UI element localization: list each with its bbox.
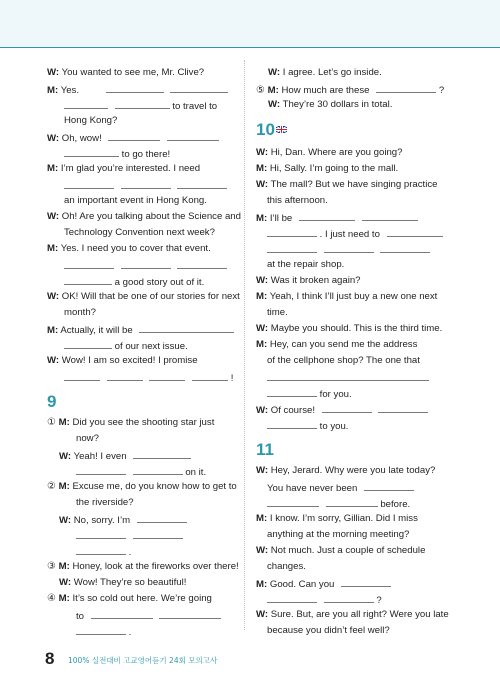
section-number-9: 9	[47, 392, 57, 411]
line-text: a good story out of it.	[114, 277, 205, 288]
choice-number: ①	[47, 417, 56, 428]
line-text: You have never been	[267, 483, 358, 494]
dialogue-line	[267, 258, 344, 272]
answer-blank[interactable]	[107, 370, 143, 381]
line-text: an important event in Hong Kong.	[64, 195, 207, 206]
speaker-label: M:	[58, 417, 70, 428]
line-text: Maybe you should. This is the third time.	[270, 323, 443, 334]
line-text: to travel to	[172, 101, 218, 112]
line-text: Hey, can you send me the address	[269, 339, 418, 350]
line-text: Hey, Jerard. Why were you late today?	[270, 465, 436, 476]
answer-blank[interactable]	[267, 592, 317, 603]
dialogue-line	[267, 528, 409, 542]
dialogue-line	[64, 194, 207, 208]
line-text: Hi, Sally. I’m going to the mall.	[269, 163, 399, 174]
dialogue-line	[256, 544, 425, 558]
speaker-label: W:	[59, 515, 72, 526]
dialogue-line	[64, 178, 227, 194]
dialogue-line	[64, 146, 170, 162]
line-text: month?	[64, 307, 96, 318]
dialogue-line	[47, 592, 212, 606]
speaker-label: W:	[256, 465, 269, 476]
answer-blank[interactable]	[108, 130, 160, 141]
dialogue-line	[267, 226, 443, 242]
answer-blank[interactable]	[267, 418, 317, 429]
speaker-label: M:	[47, 325, 59, 336]
answer-blank[interactable]	[115, 98, 170, 109]
speaker-label: M:	[58, 593, 70, 604]
answer-blank[interactable]	[133, 528, 183, 539]
speaker-label: M:	[256, 339, 268, 350]
line-text: before.	[380, 499, 411, 510]
header-rule	[0, 47, 500, 48]
speaker-label: W:	[268, 99, 281, 110]
answer-blank[interactable]	[139, 322, 234, 333]
answer-blank[interactable]	[64, 146, 119, 157]
dialogue-line	[76, 496, 134, 510]
speaker-label: M:	[256, 513, 268, 524]
line-text: Not much. Just a couple of schedule	[270, 545, 426, 556]
answer-blank[interactable]	[324, 592, 374, 603]
speaker-label: W:	[256, 405, 269, 416]
line-text: because you didn’t feel well?	[267, 625, 390, 636]
choice-number: ⑤	[256, 85, 265, 96]
answer-blank[interactable]	[364, 480, 414, 491]
answer-blank[interactable]	[341, 576, 391, 587]
speaker-label: W:	[47, 67, 60, 78]
line-text: The mall? But we have singing practice	[270, 179, 438, 190]
line-text: OK! Will that be one of our stories for next	[61, 291, 240, 302]
dialogue-line	[76, 544, 131, 560]
line-text: this afternoon.	[267, 195, 328, 206]
speaker-label: M:	[47, 243, 59, 254]
choice-number: ④	[47, 593, 56, 604]
answer-blank[interactable]	[324, 242, 374, 253]
dialogue-line	[267, 386, 352, 402]
dialogue-line	[256, 512, 418, 526]
answer-blank[interactable]	[167, 130, 219, 141]
line-text: of the cellphone shop? The one that	[267, 355, 420, 366]
line-text: Was it broken again?	[270, 275, 361, 286]
line-text: Hong Kong?	[64, 115, 118, 126]
dialogue-line	[267, 560, 306, 574]
dialogue-line	[64, 370, 233, 386]
line-text: They’re 30 dollars in total.	[282, 99, 393, 110]
dialogue-line	[267, 480, 414, 496]
answer-blank[interactable]	[121, 178, 171, 189]
answer-blank[interactable]	[322, 402, 372, 413]
answer-blank[interactable]	[376, 82, 436, 93]
line-text: Yeah! I even	[73, 451, 127, 462]
line-text: ?	[376, 595, 382, 606]
speaker-label: W:	[256, 179, 269, 190]
speaker-label: W:	[47, 355, 60, 366]
line-text: No, sorry. I’m	[73, 515, 131, 526]
dialogue-line	[76, 464, 206, 480]
answer-blank[interactable]	[177, 178, 227, 189]
answer-blank[interactable]	[64, 370, 100, 381]
line-text: .	[128, 627, 132, 638]
answer-blank[interactable]	[387, 226, 443, 237]
dialogue-line	[47, 322, 234, 338]
speaker-label: W:	[256, 323, 269, 334]
line-text: Wow! I am so excited! I promise	[61, 355, 198, 366]
dialogue-line	[64, 306, 96, 320]
dialogue-line	[47, 242, 211, 256]
speaker-label: W:	[256, 545, 269, 556]
dialogue-line	[47, 480, 237, 494]
line-text: to go there!	[121, 149, 171, 160]
line-text: Did you see the shooting star just	[72, 417, 215, 428]
dialogue-line	[256, 146, 402, 160]
line-text: How much are these	[281, 85, 370, 96]
header-band	[0, 0, 500, 48]
line-text: for you.	[319, 389, 352, 400]
dialogue-line	[267, 354, 420, 368]
column-divider	[244, 60, 245, 630]
line-text: I’ll be	[269, 213, 293, 224]
line-text: to	[76, 611, 85, 622]
dialogue-line	[64, 338, 188, 354]
dialogue-line	[267, 194, 328, 208]
line-text: Yeah, I think I’ll just buy a new one next	[269, 291, 438, 302]
speaker-label: W:	[256, 275, 269, 286]
answer-blank[interactable]	[133, 464, 183, 475]
footer-title: 100% 실전대비 고교영어듣기 24회 모의고사	[68, 656, 218, 665]
line-text: Of course!	[270, 405, 316, 416]
line-text: I agree. Let’s go inside.	[282, 67, 382, 78]
answer-blank[interactable]	[76, 464, 126, 475]
answer-blank[interactable]	[192, 370, 228, 381]
dialogue-line	[256, 464, 435, 478]
speaker-label: M:	[47, 85, 59, 96]
line-text: You wanted to see me, Mr. Clive?	[61, 67, 205, 78]
speaker-label: W:	[268, 67, 281, 78]
dialogue-line	[47, 560, 239, 574]
page-number: 8	[45, 649, 55, 668]
line-text: time.	[267, 307, 288, 318]
speaker-label: M:	[256, 291, 268, 302]
dialogue-line	[47, 162, 200, 176]
answer-blank[interactable]	[326, 496, 378, 507]
dialogue-line	[256, 402, 428, 418]
dialogue-line	[76, 624, 131, 640]
answer-blank[interactable]	[64, 274, 112, 285]
line-text: Oh! Are you talking about the Science and	[61, 211, 241, 222]
answer-blank[interactable]	[64, 258, 114, 269]
line-text: the riverside?	[76, 497, 134, 508]
line-text: Technology Convention next week?	[64, 227, 215, 238]
line-text: Actually, it will be	[60, 325, 133, 336]
answer-blank[interactable]	[380, 242, 430, 253]
line-text: Sure. But, are you all right? Were you late	[270, 609, 449, 620]
line-text: Excuse me, do you know how to get to	[72, 481, 237, 492]
line-text: changes.	[267, 561, 306, 572]
speaker-label: W:	[47, 211, 60, 222]
speaker-label: M:	[58, 481, 70, 492]
answer-blank[interactable]	[267, 242, 317, 253]
dialogue-line	[256, 178, 438, 192]
line-text: Yes.	[60, 85, 80, 96]
line-text: It’s so cold out here. We’re going	[72, 593, 212, 604]
line-text: Hi, Dan. Where are you going?	[270, 147, 403, 158]
dialogue-line	[64, 226, 215, 240]
dialogue-line	[267, 242, 430, 258]
speaker-label: W:	[47, 291, 60, 302]
answer-blank[interactable]	[267, 386, 317, 397]
dialogue-line	[47, 354, 198, 368]
dialogue-line	[267, 496, 410, 512]
line-text: on it.	[185, 467, 207, 478]
line-text: !	[230, 373, 234, 384]
choice-number: ③	[47, 561, 56, 572]
speaker-label: W:	[256, 609, 269, 620]
answer-blank[interactable]	[362, 210, 418, 221]
dialogue-line	[47, 82, 228, 98]
dialogue-line	[64, 114, 117, 128]
speaker-label: M:	[58, 561, 70, 572]
choice-number: ②	[47, 481, 56, 492]
dialogue-line	[47, 66, 204, 80]
answer-blank[interactable]	[76, 544, 126, 555]
answer-blank[interactable]	[64, 338, 112, 349]
line-text: Good. Can you	[269, 579, 335, 590]
line-text: .	[128, 547, 132, 558]
dialogue-line	[267, 418, 348, 434]
line-text: at the repair shop.	[267, 259, 345, 270]
section-number-10: 10	[256, 120, 275, 139]
answer-blank[interactable]	[64, 98, 108, 109]
answer-blank[interactable]	[267, 496, 319, 507]
speaker-label: W:	[47, 133, 60, 144]
line-text: now?	[76, 433, 99, 444]
dialogue-line	[256, 608, 449, 622]
line-text: Oh, wow!	[61, 133, 102, 144]
dialogue-line	[64, 258, 227, 274]
dialogue-line	[59, 576, 186, 590]
dialogue-line	[47, 130, 219, 146]
answer-blank[interactable]	[64, 178, 114, 189]
answer-blank[interactable]	[170, 82, 228, 93]
speaker-label: W:	[59, 451, 72, 462]
speaker-label: W:	[59, 577, 72, 588]
uk-flag-icon	[276, 126, 287, 133]
section-number-11: 11	[256, 440, 274, 459]
dialogue-line	[256, 162, 398, 176]
dialogue-line	[64, 274, 204, 290]
dialogue-line	[256, 210, 418, 226]
dialogue-line	[47, 416, 214, 430]
answer-blank[interactable]	[267, 226, 317, 237]
dialogue-line	[267, 370, 429, 386]
dialogue-line	[256, 338, 417, 352]
answer-blank[interactable]	[76, 528, 126, 539]
answer-blank[interactable]	[133, 448, 191, 459]
line-text: I’m glad you’re interested. I need	[60, 163, 201, 174]
dialogue-line	[256, 82, 444, 98]
speaker-label: M:	[256, 579, 268, 590]
answer-blank[interactable]	[137, 512, 187, 523]
dialogue-line	[64, 98, 217, 114]
line-text: Yes. I need you to cover that event.	[60, 243, 211, 254]
answer-blank[interactable]	[121, 258, 171, 269]
answer-blank[interactable]	[378, 402, 428, 413]
line-text: Wow! They’re so beautiful!	[73, 577, 187, 588]
dialogue-line	[47, 210, 241, 224]
answer-blank[interactable]	[177, 258, 227, 269]
line-text: to you.	[319, 421, 349, 432]
dialogue-line	[267, 624, 390, 638]
line-text: of our next issue.	[114, 341, 188, 352]
answer-blank[interactable]	[76, 624, 126, 635]
dialogue-line	[256, 290, 437, 304]
speaker-label: M:	[256, 213, 268, 224]
dialogue-line	[256, 274, 361, 288]
line-text: I know. I’m sorry, Gillian. Did I miss	[269, 513, 418, 524]
answer-blank[interactable]	[91, 608, 153, 619]
answer-blank[interactable]	[159, 608, 221, 619]
speaker-label: M:	[256, 163, 268, 174]
line-text: ?	[438, 85, 445, 96]
answer-blank[interactable]	[149, 370, 185, 381]
dialogue-line	[268, 98, 392, 112]
dialogue-line	[47, 290, 240, 304]
dialogue-line	[59, 512, 187, 528]
dialogue-line	[76, 432, 99, 446]
line-text: Honey, look at the fireworks over there!	[72, 561, 239, 572]
dialogue-line	[76, 608, 221, 624]
speaker-label: M:	[267, 85, 279, 96]
dialogue-line	[76, 528, 183, 544]
answer-blank[interactable]	[106, 82, 164, 93]
speaker-label: W:	[256, 147, 269, 158]
dialogue-line	[256, 576, 391, 592]
line-text: anything at the morning meeting?	[267, 529, 410, 540]
dialogue-line	[267, 592, 382, 608]
line-text: . I just need to	[319, 229, 380, 240]
dialogue-line	[268, 66, 382, 80]
answer-blank[interactable]	[267, 370, 429, 381]
dialogue-line	[256, 322, 442, 336]
speaker-label: M:	[47, 163, 59, 174]
dialogue-line	[59, 448, 191, 464]
dialogue-line	[267, 306, 288, 320]
answer-blank[interactable]	[299, 210, 355, 221]
